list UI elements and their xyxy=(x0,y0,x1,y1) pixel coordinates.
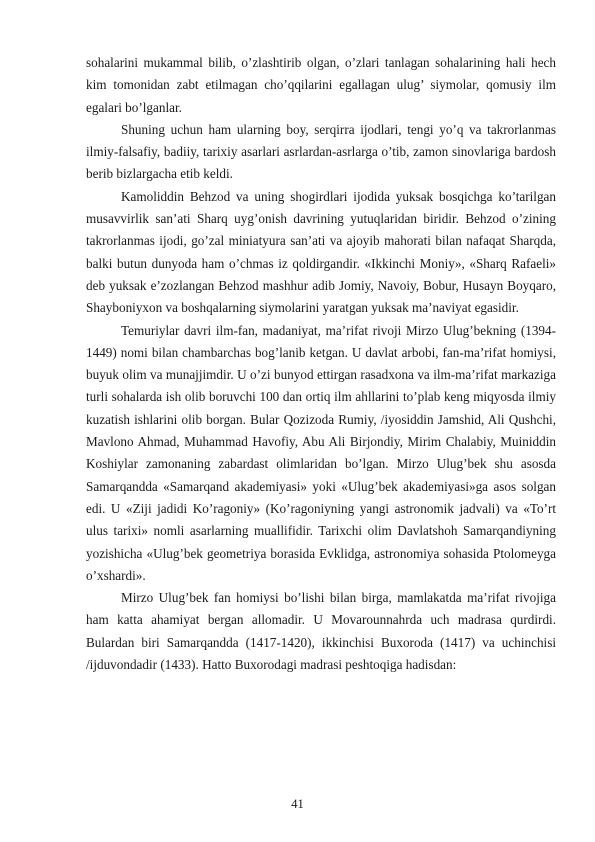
page-number: 41 xyxy=(291,797,304,811)
paragraph: Kamoliddin Behzod va uning shogirdlari ijodida yuksak bosqichga ko’tarilgan musavvirlik san’ati Sharq uyg’onish davrining yutuqlaridan biridir. Behzod o’zining takrorlanmas ijodi, go’zal miniatyura san’ati va ajoyib mahorati bilan nafaqat Sharqda, balki butun dunyoda ham o’chmas iz qoldirgandir. «Ikkinchi Moniy», «Sharq Rafaeli» deb yuksak e’zozlangan Behzod mashhur adib Jomiy, Navoiy, Bobur, Husayn Boyqaro, Shayboniyxon va boshqalarning siymolarini yaratgan yuksak ma’naviyat egasidir. xyxy=(86,188,556,316)
paragraph: Shuning uchun ham ularning boy, serqirra ijodlari, tengi yo’q va takrorlanmas ilmiy-falsafiy, badiiy, tarixiy asarlari asrlardan-asrlarga o’tib, zamon sinovlariga bardosh berib bizlargacha etib keldi. xyxy=(86,121,556,182)
paragraph: Temuriylar davri ilm-fan, madaniyat, ma’rifat rivoji Mirzo Ulug’bekning (1394-1449) nomi bilan chambarchas bog’lanib ketgan. U davlat arbobi, fan-ma’rifat homiysi, buyuk olim va munajjimdir. U o’zi bunyod ettirgan rasadxona va ilm-ma’rifat markaziga turli sohalarda ish olib boruvchi 100 dan ortiq ilm ahllarini to’plab keng miqyosda ilmiy kuzatish ishlarini olib borgan. Bular Qozizoda Rumiy, /iyosiddin Jamshid, Ali Qushchi, Mavlono Ahmad, Muhammad Havofiy, Abu Ali Birjondiy, Mirim Chalabiy, Muiniddin Koshiylar zamonaning zabardast olimlaridan bo’lgan. Mirzo Ulug’bek shu asosda Samarqandda «Samarqand akademiyasi» yoki «Ulug’bek akademiyasi»ga asos solgan edi. U «Ziji jadidi Ko’ragoniy» (Ko’ragoniyning yangi astronomik jadvali) va «To’rt ulus tarixi» nomli asarlarning muallifidir. Tarixchi olim Davlatshoh Samarqandiyning yozishicha «Ulug’bek geometriya borasida Evklidga, astronomiya sohasida Ptolomeyga o’xshardi». xyxy=(86,322,556,583)
page-body xyxy=(86,52,556,676)
paragraph-continuation: sohalarini mukammal bilib, o’zlashtirib olgan, o’zlari tanlagan sohalarining hali hech kim tomonidan zabt etilmagan cho’qqilarini egallagan ulug’ siymolar, qomusiy ilm egalari bo’lganlar. xyxy=(86,55,556,115)
paragraph: Mirzo Ulug’bek fan homiysi bo’lishi bilan birga, mamlakatda ma’rifat rivojiga ham katta ahamiyat bergan allomadir. U Movarounnahrda uch madrasa qurdirdi. Bulardan biri Samarqandda (1417-1420), ikkinchisi Buxoroda (1417) va uchinchisi /ijduvondadir (1433). Hatto Buxorodagi madrasi peshtoqiga hadisdan: xyxy=(86,590,556,673)
